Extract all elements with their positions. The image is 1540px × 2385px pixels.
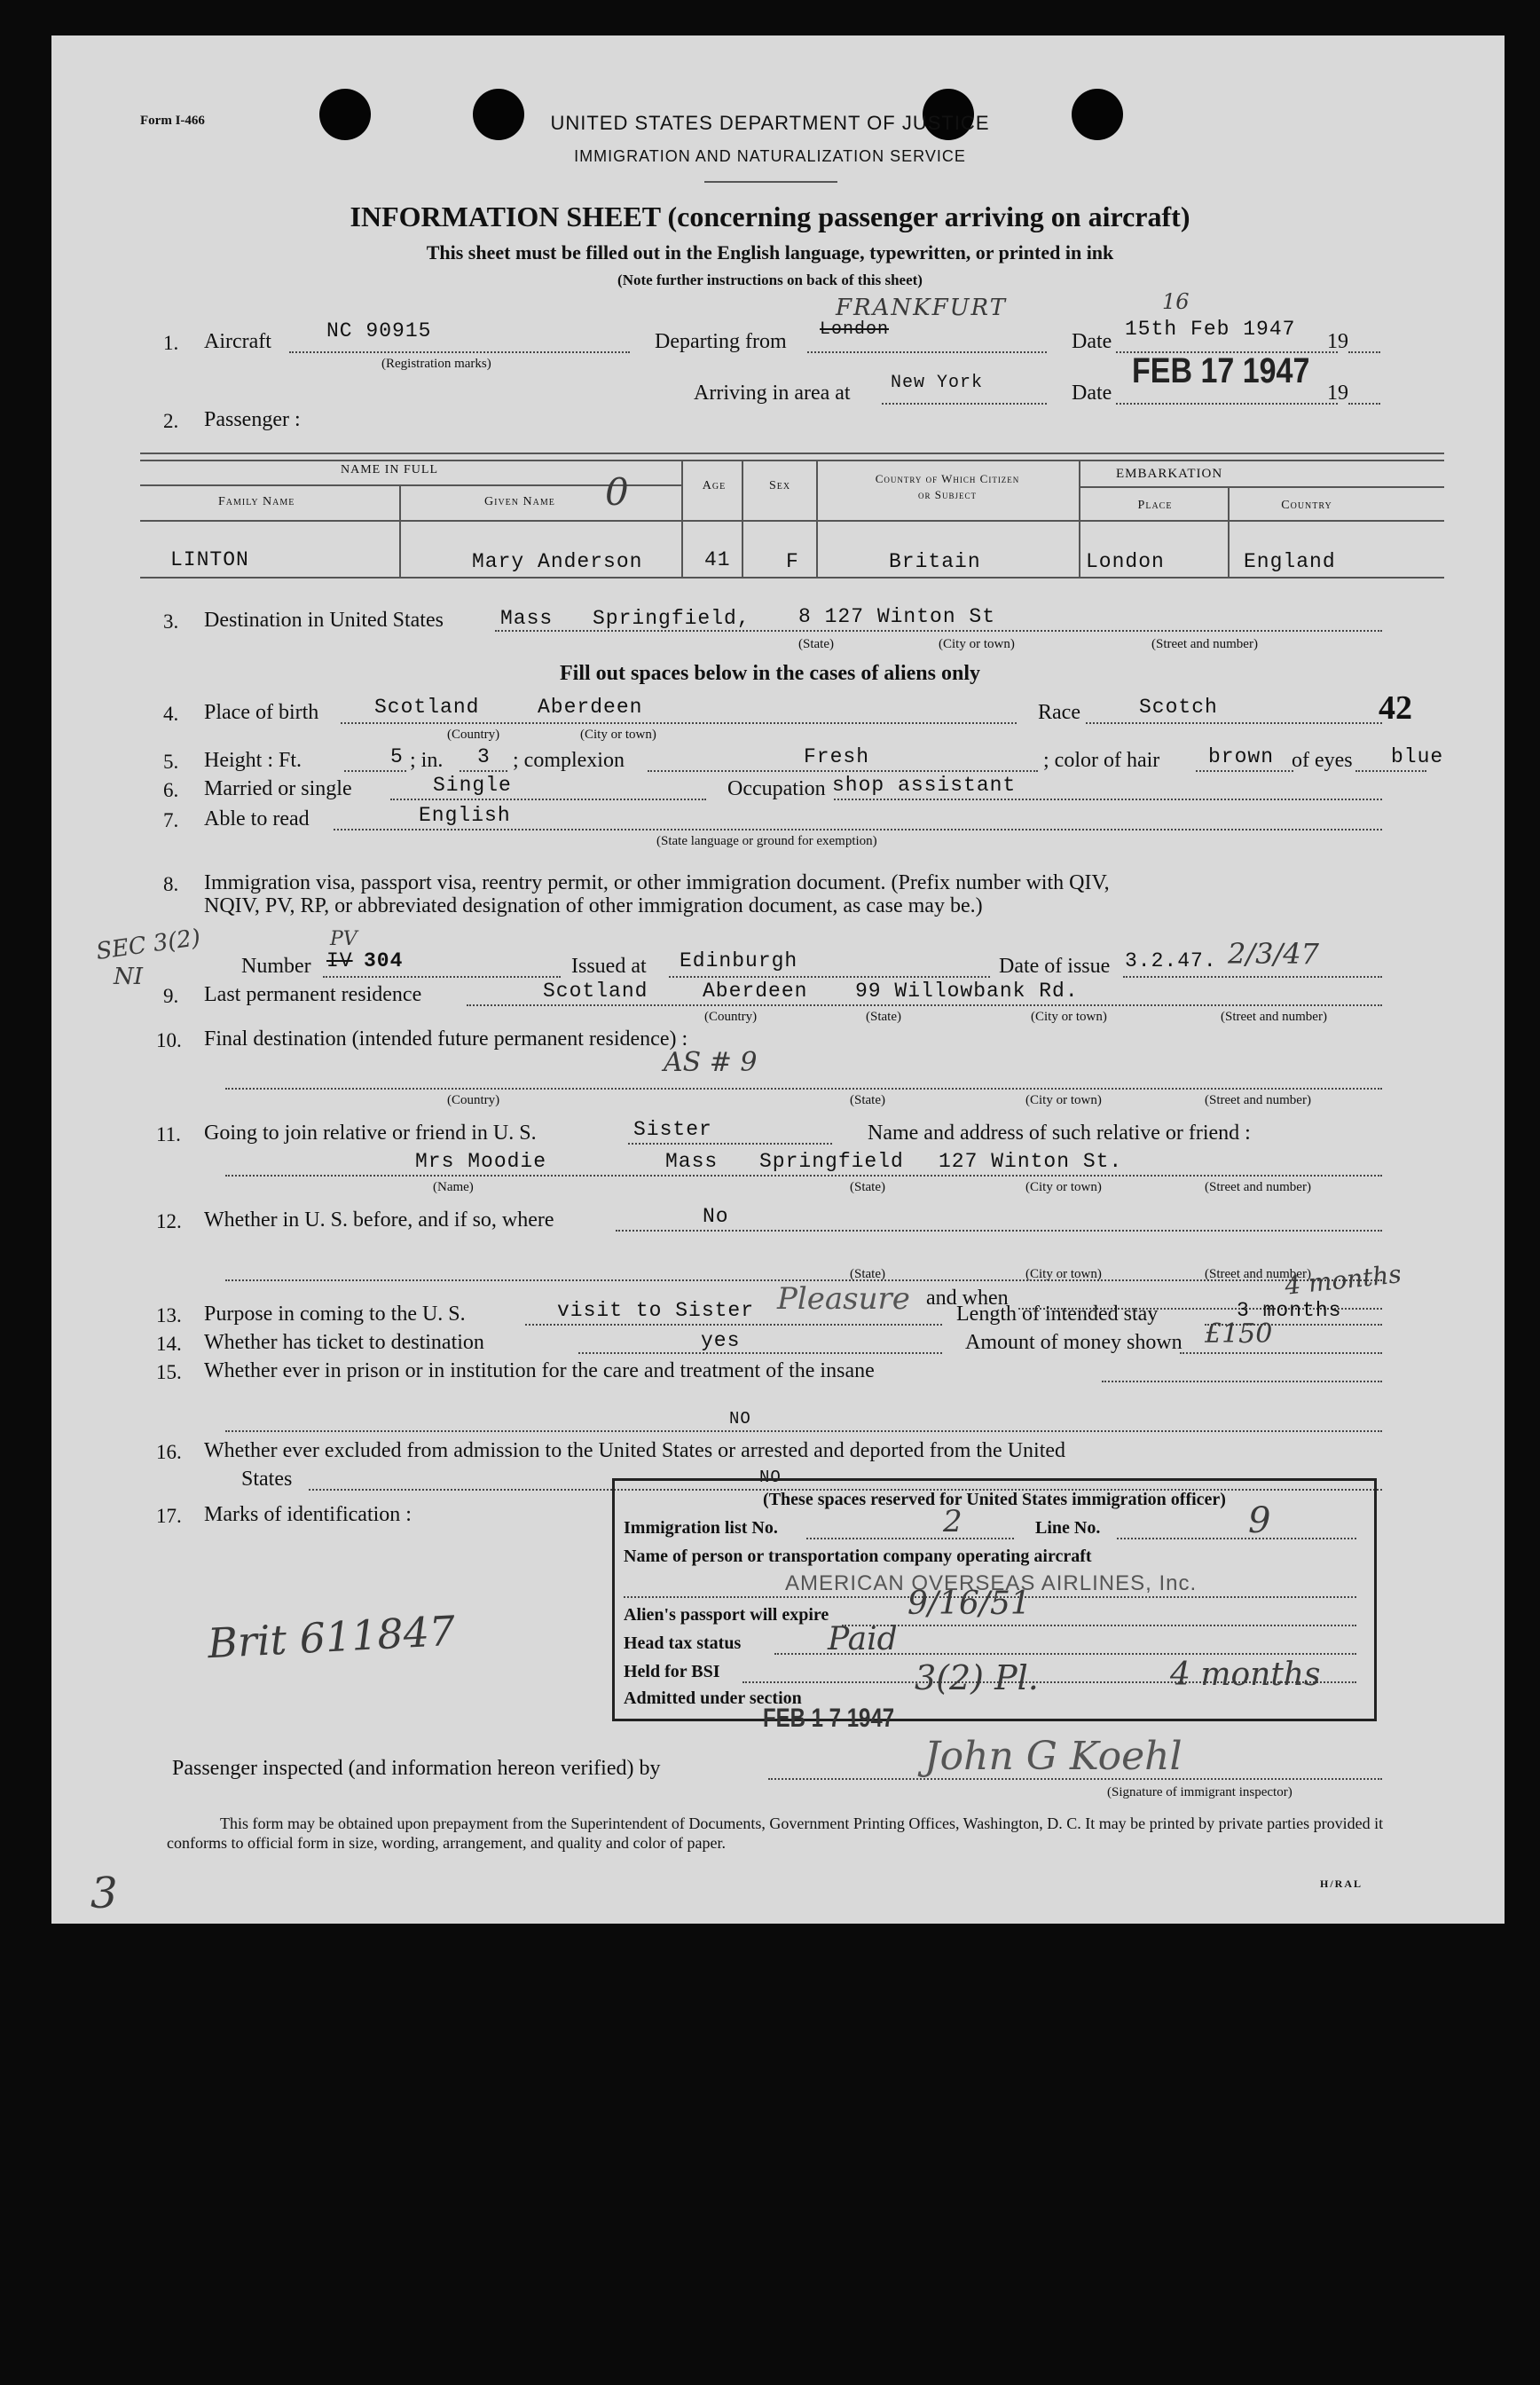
marks-label: Marks of identification : — [204, 1503, 412, 1526]
country-caption: (Country) — [447, 1093, 500, 1107]
street-caption: (Street and number) — [1205, 1093, 1311, 1107]
state-caption: (State) — [850, 1093, 885, 1107]
embarkation-header: EMBARKATION — [1116, 467, 1223, 481]
complexion-value: Fresh — [804, 745, 870, 768]
item-number: 3. — [163, 610, 179, 633]
doc-type-handwritten: PV — [330, 928, 358, 950]
subtitle: This sheet must be filled out in the English language, typewritten, or printed in ink — [426, 241, 1114, 264]
departure-date: 15th Feb 1947 — [1125, 318, 1296, 341]
marks-handwritten: Brit 611847 — [206, 1606, 457, 1668]
stay-handwritten: 4 months — [1283, 1259, 1403, 1301]
item-number: 6. — [163, 779, 179, 801]
inches-label: ; in. — [410, 749, 444, 772]
embarkation-country-value: England — [1244, 550, 1336, 573]
issued-at-label: Issued at — [571, 955, 647, 978]
item-number: 1. — [163, 332, 179, 354]
citizen-header: Country of Which Citizen — [875, 472, 1020, 485]
name-caption: (Name) — [433, 1180, 474, 1194]
registration-caption: (Registration marks) — [381, 357, 491, 371]
before-label: Whether in U. S. before, and if so, where — [204, 1208, 554, 1232]
issue-date-label: Date of issue — [999, 955, 1111, 978]
hair-label: ; color of hair — [1043, 749, 1160, 772]
height-label: Height : Ft. — [204, 749, 302, 772]
language-caption: (State language or ground for exemption) — [656, 834, 877, 848]
arriving-label: Arriving in area at — [694, 382, 851, 405]
ticket-label: Whether has ticket to destination — [204, 1331, 484, 1354]
item-number: 2. — [163, 410, 179, 432]
aircraft-value: NC 90915 — [326, 319, 432, 342]
date-label: Date — [1072, 330, 1112, 353]
held-bsi-label: Held for BSI — [624, 1662, 720, 1681]
admitted-section: 3(2) Pl. — [915, 1658, 1039, 1697]
item-number: 9. — [163, 985, 179, 1007]
information-sheet — [51, 35, 1505, 1924]
race-label: Race — [1038, 701, 1080, 724]
year-label: 19 — [1327, 330, 1348, 353]
purpose-value: visit to Sister — [557, 1299, 755, 1322]
company-value: AMERICAN OVERSEAS AIRLINES, Inc. — [785, 1571, 1198, 1595]
admitted-date-stamp: FEB 1 7 1947 — [763, 1704, 895, 1733]
arriving-value: New York — [891, 373, 984, 393]
birth-country: Scotland — [374, 696, 480, 719]
issue-date: 3.2.47. — [1125, 949, 1217, 972]
complexion-label: ; complexion — [513, 749, 625, 772]
doc-number: 304 — [364, 949, 404, 972]
sex-header: Sex — [768, 479, 791, 492]
name-in-full-header: NAME IN FULL — [341, 463, 438, 476]
item-number: 11. — [156, 1123, 181, 1145]
ticket-value: yes — [701, 1329, 741, 1352]
final-destination-handwritten: AS # 9 — [664, 1047, 758, 1078]
passport-expire-value: 9/16/51 — [908, 1586, 1031, 1622]
excluded-label: Whether ever excluded from admission to the United States or arrested and deported from the United — [204, 1439, 1066, 1462]
state-caption: (State) — [850, 1180, 885, 1194]
destination-label: Destination in United States — [204, 609, 444, 632]
destination-state: Mass — [500, 607, 554, 630]
join-state: Mass — [665, 1150, 719, 1173]
item-number: 13. — [156, 1304, 182, 1326]
money-value: £150 — [1205, 1318, 1273, 1350]
passport-expire-label: Alien's passport will expire — [624, 1605, 829, 1625]
embarkation-place-value: London — [1086, 550, 1165, 573]
eyes-value: blue — [1391, 745, 1444, 768]
name-address-label: Name and address of such relative or friend : — [868, 1122, 1251, 1145]
state-caption: (State) — [866, 1010, 901, 1024]
join-label: Going to join relative or friend in U. S. — [204, 1122, 537, 1145]
age-header: Age — [702, 479, 727, 492]
citizen-header-2: or Subject — [918, 488, 977, 501]
married-label: Married or single — [204, 777, 352, 800]
length-stay-label: Length of intended stay — [956, 1303, 1159, 1326]
city-caption: (City or town) — [1025, 1267, 1102, 1281]
given-name-mark: 0 — [605, 470, 629, 514]
residence-country: Scotland — [543, 980, 648, 1003]
departure-date-handwritten: 16 — [1162, 289, 1190, 314]
street-caption: (Street and number) — [1221, 1010, 1327, 1024]
departing-struck: London — [820, 319, 890, 340]
money-label: Amount of money shown — [965, 1331, 1182, 1354]
join-street: 127 Winton St. — [939, 1150, 1123, 1173]
family-name-value: LINTON — [170, 548, 249, 571]
admitted-months: 4 months — [1170, 1657, 1321, 1693]
page-number-mark: 3 — [90, 1869, 118, 1918]
document-question-2: NQIV, PV, RP, or abbreviated designation of other immigration document, as case may be.) — [204, 894, 983, 917]
final-destination-label: Final destination (intended future permanent residence) : — [204, 1027, 688, 1051]
race-code-mark: 42 — [1379, 689, 1412, 727]
height-feet: 5 — [390, 745, 404, 768]
occupation-value: shop assistant — [832, 774, 1017, 797]
given-name-value: Mary Anderson — [472, 550, 643, 573]
birth-city: Aberdeen — [538, 696, 643, 719]
item-number: 15. — [156, 1361, 182, 1383]
form-number: Form I-466 — [140, 114, 205, 128]
hair-value: brown — [1208, 745, 1275, 768]
race-value: Scotch — [1139, 696, 1218, 719]
immigration-list-label: Immigration list No. — [624, 1518, 778, 1538]
city-caption: (City or town) — [580, 728, 656, 742]
able-to-read-label: Able to read — [204, 807, 310, 830]
issued-at-value: Edinburgh — [680, 949, 798, 972]
issue-date-handwritten: 2/3/47 — [1228, 937, 1319, 971]
page-title: INFORMATION SHEET (concerning passenger arriving on aircraft) — [350, 201, 1190, 232]
street-caption: (Street and number) — [1151, 637, 1258, 651]
item-number: 8. — [163, 873, 179, 895]
purpose-label: Purpose in coming to the U. S. — [204, 1303, 466, 1326]
footer-notice: This form may be obtained upon prepayment from the Superintendent of Documents, Government Printing Offices, Washington, D. C. It may be printed by private parties provided it conforms to official form in size, wording, arrangement, and quality and color of paper. — [167, 1814, 1384, 1852]
place-header: Place — [1137, 499, 1173, 512]
company-label: Name of person or transportation company operating aircraft — [624, 1547, 1092, 1566]
city-caption: (City or town) — [939, 637, 1015, 651]
department-title: UNITED STATES DEPARTMENT OF JUSTICE — [550, 112, 990, 134]
city-caption: (City or town) — [1025, 1180, 1102, 1194]
departing-handwritten: FRANKFURT — [836, 295, 1007, 321]
destination-city: Springfield, — [593, 607, 750, 630]
line-no-value: 9 — [1248, 1500, 1271, 1541]
year-label: 19 — [1327, 382, 1348, 405]
item-number: 16. — [156, 1441, 182, 1463]
item-number: 5. — [163, 751, 179, 773]
prison-value: NO — [729, 1409, 751, 1429]
line-no-label: Line No. — [1035, 1518, 1101, 1538]
residence-street: 99 Willowbank Rd. — [855, 980, 1079, 1003]
sex-value: F — [786, 550, 799, 573]
country-header: Country — [1281, 499, 1332, 512]
street-caption: (Street and number) — [1205, 1267, 1311, 1281]
item-number: 14. — [156, 1333, 182, 1355]
family-name-header: Family Name — [218, 495, 295, 508]
doc-number-struck: IV — [326, 949, 353, 972]
service-title: IMMIGRATION AND NATURALIZATION SERVICE — [574, 147, 966, 165]
country-caption: (Country) — [447, 728, 500, 742]
footer-code: H/RAL — [1320, 1877, 1363, 1890]
signature-caption: (Signature of immigrant inspector) — [1107, 1785, 1292, 1799]
officer-box-heading: (These spaces reserved for United States immigration officer) — [763, 1490, 1226, 1509]
admitted-under-label: Admitted under section — [624, 1688, 802, 1708]
height-inches: 3 — [477, 745, 491, 768]
country-caption: (Country) — [704, 1010, 758, 1024]
arrival-date-stamp: FEB 17 1947 — [1132, 351, 1310, 390]
item-number: 12. — [156, 1210, 182, 1232]
purpose-handwritten: Pleasure — [777, 1281, 910, 1317]
item-number: 7. — [163, 809, 179, 831]
item-number: 10. — [156, 1029, 182, 1051]
married-value: Single — [433, 774, 512, 797]
passenger-label: Passenger : — [204, 408, 301, 431]
margin-note: SEC 3(2) — [94, 924, 202, 966]
read-language: English — [419, 804, 511, 827]
states-label: States — [241, 1468, 293, 1491]
join-city: Springfield — [759, 1150, 904, 1173]
citizen-value: Britain — [889, 550, 981, 573]
item-number: 17. — [156, 1505, 182, 1527]
head-tax-label: Head tax status — [624, 1633, 742, 1653]
join-name: Mrs Moodie — [415, 1150, 547, 1173]
destination-street: 8 127 Winton St — [798, 605, 996, 628]
join-relation: Sister — [633, 1118, 712, 1141]
document-question: Immigration visa, passport visa, reentry permit, or other immigration document. (Prefix number with QIV, — [204, 871, 1110, 894]
stay-value: 3 months — [1237, 1299, 1342, 1322]
last-residence-label: Last permanent residence — [204, 983, 422, 1006]
immigration-list-value: 2 — [943, 1504, 962, 1539]
doc-number-label: Number — [241, 955, 311, 978]
and-when-label: and when — [926, 1287, 1009, 1310]
prison-label: Whether ever in prison or in institution for the care and treatment of the insane — [204, 1359, 875, 1382]
departing-label: Departing from — [655, 330, 787, 353]
aircraft-label: Aircraft — [204, 330, 271, 353]
margin-note-2: NI — [114, 964, 144, 990]
date-label: Date — [1072, 382, 1112, 405]
street-caption: (Street and number) — [1205, 1180, 1311, 1194]
city-caption: (City or town) — [1025, 1093, 1102, 1107]
head-tax-value: Paid — [828, 1621, 898, 1657]
inspected-label: Passenger inspected (and information hereon verified) by — [172, 1757, 661, 1780]
officer-box — [612, 1478, 1377, 1721]
age-value: 41 — [704, 548, 731, 571]
city-caption: (City or town) — [1031, 1010, 1107, 1024]
residence-city: Aberdeen — [703, 980, 808, 1003]
inspector-signature: John G Koehl — [924, 1734, 1182, 1779]
excluded-value: NO — [759, 1468, 782, 1487]
place-of-birth-label: Place of birth — [204, 701, 319, 724]
before-value: No — [703, 1205, 729, 1228]
state-caption: (State) — [850, 1267, 885, 1281]
aliens-only-heading: Fill out spaces below in the cases of aliens only — [559, 662, 980, 685]
eyes-label: of eyes — [1292, 749, 1353, 772]
occupation-label: Occupation — [727, 777, 826, 800]
state-caption: (State) — [798, 637, 834, 651]
instruction-note: (Note further instructions on back of this sheet) — [617, 272, 923, 288]
given-name-header: Given Name — [484, 495, 555, 508]
item-number: 4. — [163, 703, 179, 725]
